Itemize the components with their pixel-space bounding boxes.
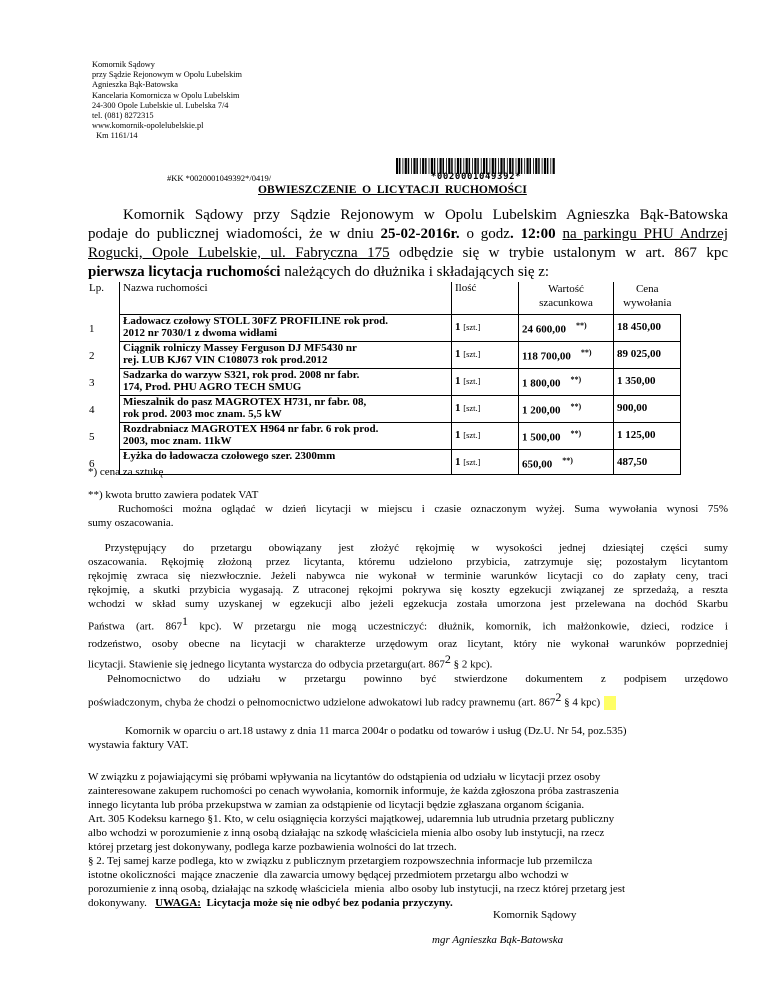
footnote-price: *) cena za sztukę [88,466,164,478]
row-value [519,315,614,342]
chancery-header [92,60,242,142]
header-value-line: Wartość [548,283,584,295]
para-text: kpc). W przetargu nie mogą uczestniczyć: dłużnik, komornik, ich małżonkowie, dzieci, rodzice i [187,620,728,633]
para-line [88,686,728,714]
items-table [86,282,681,475]
row-qty [452,315,519,342]
header-line: przy Sądzie Rejonowym w Opolu Lubelskim [92,70,243,80]
table-body [86,315,681,475]
para-line: Pełnomocnictwo do udziału w przetargu powinno być stwierdzone dokumentem z podpisem urzędowo [107,673,728,685]
para-line: istotne okoliczności mające znaczenie dla zawarcia umowy będącej przedmiotem przetargu albo wchodzi w [88,869,569,881]
para-line: oszacowania. Rękojmię złożoną przez licytanta, któremu udzielono przybicia, zatrzymuje się; pozostałym licytantom [88,556,728,568]
row-qty-unit: [szt.] [463,349,481,359]
row-value-footnote: **) [562,456,573,465]
row-qty [452,423,519,450]
row-lp: 1 [89,322,95,335]
header-name: Nazwa ruchomości [120,282,452,315]
row-value-amount: 1 800,00 [522,377,561,390]
signature-role: Komornik Sądowy [493,909,577,921]
row-value-amount: 650,00 [522,458,553,471]
row-qty-unit: [szt.] [463,403,481,413]
table-row [86,342,681,369]
row-qty-value: 1 [455,375,461,387]
row-value-footnote: **) [570,402,582,411]
header-line: Komornik Sądowy [92,60,155,69]
row-qty-unit: [szt.] [463,376,481,386]
para-line: rękojmię zwraca się niezwłocznie. Jeżeli nabywca nie wykonał w terminie warunków licytacji co do zapłaty ceny, traci [88,570,728,582]
footnote-vat: **) kwota brutto zawiera podatek VAT [88,489,259,501]
row-name [120,423,452,450]
para-text: § 2 kpc). [450,658,493,671]
row-price: 18 450,00 [614,315,681,342]
intro-text: należących do dłużnika i składających się z: [280,264,550,280]
para-sup: 1 [181,614,188,628]
row-qty-unit: [szt.] [463,457,481,467]
auction-date: 25-02-2016r. [380,226,460,242]
row-value-amount: 24 600,00 [522,323,566,336]
case-reference: #KK *0020001049392*/0419/ [167,173,272,183]
para-line: albo wchodzi w porozumienie z inną osobą działając na szkodę właściciela mienia albo osoby lub instytucji, na rzecz [88,827,605,839]
para-line: Komornik w oparciu o art.18 ustawy z dnia 11 marca 2004r o podatku od towarów i usług (Dz.U. Nr 54, poz.535) [125,725,627,737]
row-name-line: rej. LUB KJ67 VIN C108073 rok prod.2012 [123,354,328,367]
para-text: Państwa (art. 867 [88,620,182,633]
header-line: Kancelaria Komornicza w Opolu Lubelskim [92,90,240,100]
row-qty-value: 1 [455,321,461,333]
header-price [614,282,681,315]
row-price: 900,00 [614,396,681,423]
header-lp: Lp. [89,282,104,294]
row-qty-value: 1 [455,402,461,414]
para-line: rodzeństwo, osoby obecne na licytacji w charakterze urzędowym oraz licytant, który nie wykonał warunków poprzedniej [88,637,728,650]
intro-text: podaje do publicznej wiadomości, że w dniu [88,226,381,242]
para-line [88,651,728,674]
row-lp: 4 [89,403,95,416]
row-name [120,369,452,396]
row-qty [452,342,519,369]
para-sup: 2 [444,651,451,666]
para-line: Ruchomości można oglądać w dzień licytacji w miejscu i czasie oznaczonym wyżej. Suma wywołania wynosi 75% [118,503,728,515]
intro-line-3 [88,244,728,263]
row-lp: 6 [89,457,95,470]
header-price-line: wywołania [623,297,672,309]
table-row [86,423,681,450]
row-name [120,315,452,342]
row-name-line: Ciągnik rolniczy Massey Ferguson DJ MF5430 nr [123,342,357,354]
auction-place: na parkingu PHU Andrzej [562,226,729,242]
row-value-amount: 118 700,00 [522,350,571,363]
auction-time: . 12:00 [509,226,556,242]
para-sup: 2 [555,690,562,704]
row-qty [452,369,519,396]
para-line: rękojmię, a skutki przybicia wygasają. Z utraconej rękojmi pokrywa się koszty egzekucji związanej ze sprzedażą, a reszta [88,584,728,596]
table-row [86,369,681,396]
para-line: której przetarg jest dokonywany, podlega karze pozbawienia wolności do lat trzech. [88,841,457,853]
header-price-line: Cena [635,283,659,295]
para-line: zainteresowane zakupem ruchomości po cenach wywołania, komornik informuje, że każda zgłoszona próba zastraszenia [88,785,619,797]
row-name-line: 174, Prod. PHU AGRO TECH SMUG [123,381,302,394]
highlight-mark [604,696,616,710]
row-qty-unit: [szt.] [463,322,481,332]
para-text: dokonywany. [88,897,156,909]
row-name-line: Łyżka do ładowacza czołowego szer. 2300mm [123,450,336,462]
row-qty-value: 1 [455,348,461,360]
row-name-line: rok prod. 2003 moc znam. 5,5 kW [123,408,282,421]
auction-type: pierwsza licytacja ruchomości [88,264,281,280]
row-name-line: Sadzarka do warzyw S321, rok prod. 2008 nr fabr. [123,369,360,381]
row-qty [452,450,519,475]
signature-name: mgr Agnieszka Bąk-Batowska [432,934,564,946]
warning-text: Licytacja może się nie odbyć bez podania przyczyny. [200,897,453,909]
header-line: Km 1161/14 [92,131,138,141]
row-name [120,450,452,475]
para-line: Przystępujący do przetargu obowiązany jest złożyć rękojmię w wysokości jednej dziesiątej części sumy [88,542,728,554]
para-line [88,611,728,637]
para-line: innego licytanta lub próba przekupstwa w zamian za odstąpienie od licytacji będzie zgłaszana organom ścigania. [88,799,585,811]
row-qty-value: 1 [455,429,461,441]
para-line: sumy oszacowania. [88,517,174,529]
para-text: § 4 kpc) [561,696,601,709]
header-line: tel. (081) 8272315 [92,111,154,121]
row-value [519,396,614,423]
para-text: licytacji. Stawienie się jednego licytanta wystarcza do odbycia przetargu(art. 867 [88,658,445,671]
header-line: www.komornik-opolelubelskie.pl [92,121,204,131]
row-qty-value: 1 [455,456,461,468]
row-value-footnote: **) [580,348,592,357]
table-row [86,315,681,342]
row-value-footnote: **) [576,321,587,330]
auction-address: Rogucki, Opole Lubelskie, ul. Fabryczna 175 [88,245,390,261]
intro-line-1: Komornik Sądowy przy Sądzie Rejonowym w Opolu Lubelskim Agnieszka Bąk-Batowska [123,207,728,223]
table-row [86,450,681,475]
para-line: Art. 305 Kodeksu karnego §1. Kto, w celu osiągnięcia korzyści majątkowej, udaremnia lub utrudnia przetarg publiczny [88,813,615,825]
para-text: poświadczonym, chyba że chodzi o pełnomocnictwo udzielone adwokatowi lub radcy prawnemu (art. 867 [88,696,556,709]
table-row [86,396,681,423]
header-line: 24-300 Opole Lubelskie ul. Lubelska 7/4 [92,100,229,110]
row-lp: 2 [89,349,95,362]
row-price: 89 025,00 [614,342,681,369]
proxy-paragraph [88,672,728,714]
row-price: 1 350,00 [614,369,681,396]
row-lp: 3 [89,376,95,389]
header-value-line: szacunkowa [539,297,593,309]
row-value [519,423,614,450]
vat-paragraph [88,724,728,752]
row-value-footnote: **) [570,429,582,438]
header-value [519,282,614,315]
row-lp: 5 [89,430,95,443]
row-name-line: Ładowacz czołowy STOLL 30FZ PROFILINE rok prod. [123,315,388,327]
row-name-line: 2003, moc znam. 11kW [123,435,232,448]
para-line: porozumienie z inną osobą, działając na szkodę właściciela mienia albo osoby lub instytucji, na rzecz której przetarg jest [88,883,626,895]
row-name [120,342,452,369]
document-title: OBWIESZCZENIE O LICYTACJI RUCHOMOŚCI [258,184,527,196]
para-line [88,896,728,910]
row-value [519,342,614,369]
row-value [519,369,614,396]
para-line: wystawia faktury VAT. [88,739,189,751]
warning-paragraph [88,770,728,910]
para-line: § 2. Tej samej karze podlega, kto w związku z publicznym przetargiem rozpowszechnia informacje lub przemilcza [88,855,593,867]
row-price: 1 125,00 [614,423,681,450]
header-line: Agnieszka Bąk-Batowska [92,80,178,90]
row-name [120,396,452,423]
row-qty [452,396,519,423]
viewing-paragraph [88,502,728,530]
row-value-footnote: **) [570,375,582,384]
table-header-row [86,282,681,315]
para-line: wchodzi w skład sumy uzyskanej w egzekucji albo jeżeli egzekucja została umorzona jest przelewana na dochód Skarbu [88,598,728,610]
para-line: W związku z pojawiającymi się próbami wpływania na licytantów do odstąpienia od udziału w licytacji przez osoby [88,771,601,783]
row-name-line: 2012 nr 7030/1 z dwoma widłami [123,327,278,340]
row-name-line: Rozdrabniacz MAGROTEX H964 nr fabr. 6 rok prod. [123,423,379,435]
intro-text: o godz [459,226,510,242]
header-qty: Ilość [452,282,519,315]
row-value-amount: 1 200,00 [522,404,561,417]
intro-text: odbędzie się w trybie ustalonym w art. 867 kpc [389,245,728,261]
row-name-line: Mieszalnik do pasz MAGROTEX H731, nr fabr. 08, [123,396,367,408]
row-qty-unit: [szt.] [463,430,481,440]
deposit-paragraph [88,541,728,673]
intro-line-4 [88,263,728,282]
warning-label: UWAGA: [155,897,201,909]
intro-line-2 [88,225,728,244]
row-value-amount: 1 500,00 [522,431,561,444]
row-price: 487,50 [614,450,681,475]
row-value [519,450,614,475]
intro-paragraph [88,206,728,282]
barcode-text: *0020001049392* [430,172,522,182]
